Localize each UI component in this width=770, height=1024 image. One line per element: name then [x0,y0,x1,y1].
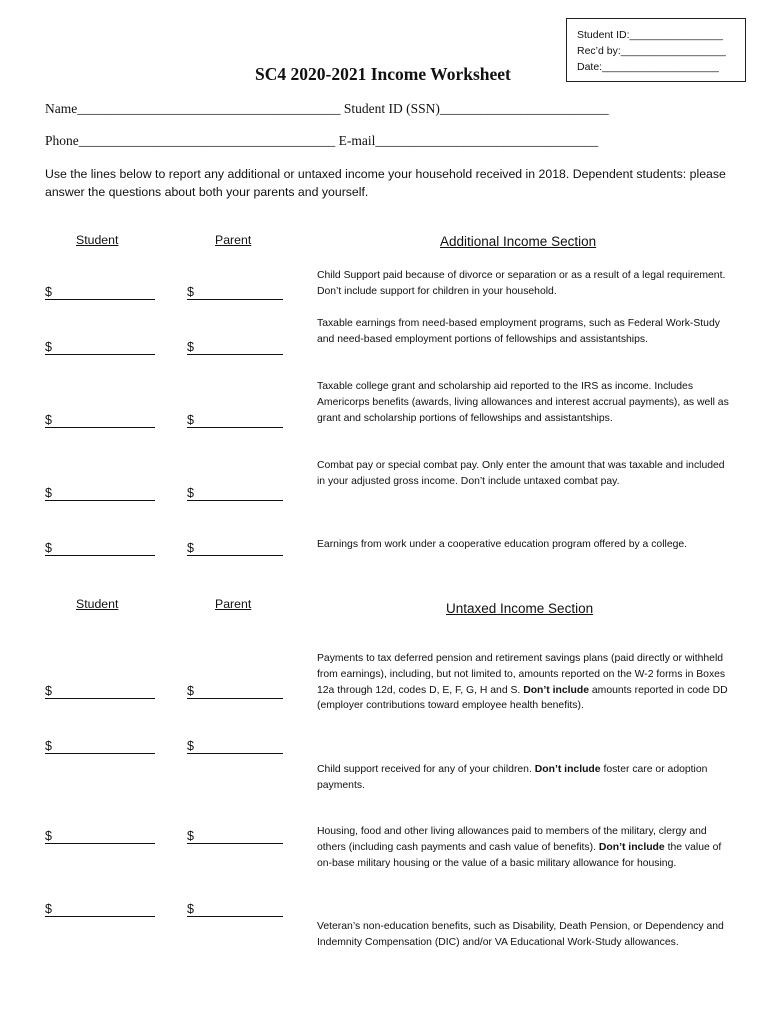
untaxed-student-header: Student [76,597,119,611]
admin-date: Date:____________________ [577,61,719,73]
additional-parent-amount-1[interactable]: $ [187,285,194,299]
answer-line [187,299,283,300]
answer-line [187,753,283,754]
additional-item-1-text: Child Support paid because of divorce or separation or as a result of a legal requirement. Don’t include support for children in your household. [317,270,726,297]
untaxed-item-4-text: Veteran’s non-education benefits, such as Disability, Death Pension, or Dependency and Indemnity Compensation (DIC) and/or VA Educational Work-Study allowances. [317,921,724,948]
office-use-box [566,18,746,82]
answer-line [45,555,155,556]
untaxed-parent-amount-1[interactable]: $ [187,684,194,698]
additional-student-header: Student [76,233,119,247]
additional-item-5-text: Earnings from work under a cooperative education program offered by a college. [317,539,688,550]
answer-line [187,916,283,917]
additional-income-heading: Additional Income Section [440,234,597,249]
additional-student-amount-3[interactable]: $ [45,413,52,427]
untaxed-student-amount-1[interactable]: $ [45,684,52,698]
answer-line [45,299,155,300]
answer-line [187,354,283,355]
untaxed-parent-amount-4[interactable]: $ [187,902,194,916]
additional-item-2-text: Taxable earnings from need-based employment programs, such as Federal Work-Study and need-based employment portions of fellowships and assistantships. [317,318,720,345]
phone-email-line[interactable]: Phone______________________________________ E-mail_________________________________ [45,133,599,148]
additional-item-4-text: Combat pay or special combat pay. Only enter the amount that was taxable and included in your adjusted gross income. Don’t include untaxed combat pay. [317,460,725,487]
answer-line [187,427,283,428]
additional-item-3-text: Taxable college grant and scholarship aid reported to the IRS as income. Includes Americorps benefits (awards, living allowances and interest accrual payments), as well as grant and scholarship portions of fellowships and assistantships. [317,381,729,424]
additional-parent-amount-4[interactable]: $ [187,486,194,500]
answer-line [45,500,155,501]
untaxed-item-1-text: Payments to tax deferred pension and retirement savings plans (paid directly or withheld from earnings), including, but not limited to, amounts reported on the W-2 forms in Boxes 12a through 12d, codes D, E, F, G, H and S. Don’t include amounts reported in code DD (employer contributions toward employee health benefits). [317,653,728,712]
answer-line [187,555,283,556]
answer-line [45,916,155,917]
untaxed-student-amount-4[interactable]: $ [45,902,52,916]
additional-parent-amount-3[interactable]: $ [187,413,194,427]
additional-parent-amount-5[interactable]: $ [187,541,194,555]
answer-line [45,753,155,754]
answer-line [187,698,283,699]
answer-line [45,843,155,844]
untaxed-income-heading: Untaxed Income Section [446,601,594,616]
admin-student-id: Student ID:________________ [577,29,723,41]
page-title: SC4 2020-2021 Income Worksheet [255,64,511,84]
answer-line [45,427,155,428]
additional-student-amount-4[interactable]: $ [45,486,52,500]
untaxed-student-amount-2[interactable]: $ [45,739,52,753]
answer-line [187,843,283,844]
name-ssn-line[interactable]: Name_______________________________________ Student ID (SSN)_________________________ [45,101,609,116]
answer-line [45,354,155,355]
untaxed-parent-amount-2[interactable]: $ [187,739,194,753]
answer-line [187,500,283,501]
untaxed-parent-amount-3[interactable]: $ [187,829,194,843]
intro-text: Use the lines below to report any additional or untaxed income your household received in 2018. Dependent students: please answer the questions about both your parents and yourself. [45,167,726,199]
additional-student-amount-1[interactable]: $ [45,285,52,299]
additional-student-amount-5[interactable]: $ [45,541,52,555]
additional-parent-header: Parent [215,233,252,247]
untaxed-parent-header: Parent [215,597,252,611]
admin-recd-by: Rec’d by:__________________ [577,45,726,57]
additional-parent-amount-2[interactable]: $ [187,340,194,354]
answer-line [45,698,155,699]
untaxed-student-amount-3[interactable]: $ [45,829,52,843]
additional-student-amount-2[interactable]: $ [45,340,52,354]
untaxed-item-2-text: Child support received for any of your children. Don’t include foster care or adoption payments. [317,764,708,791]
untaxed-item-3-text: Housing, food and other living allowances paid to members of the military, clergy and others (including cash payments and cash value of benefits). Don’t include the value of on-base military housing or the value of a basic military allowance for housing. [317,826,722,869]
